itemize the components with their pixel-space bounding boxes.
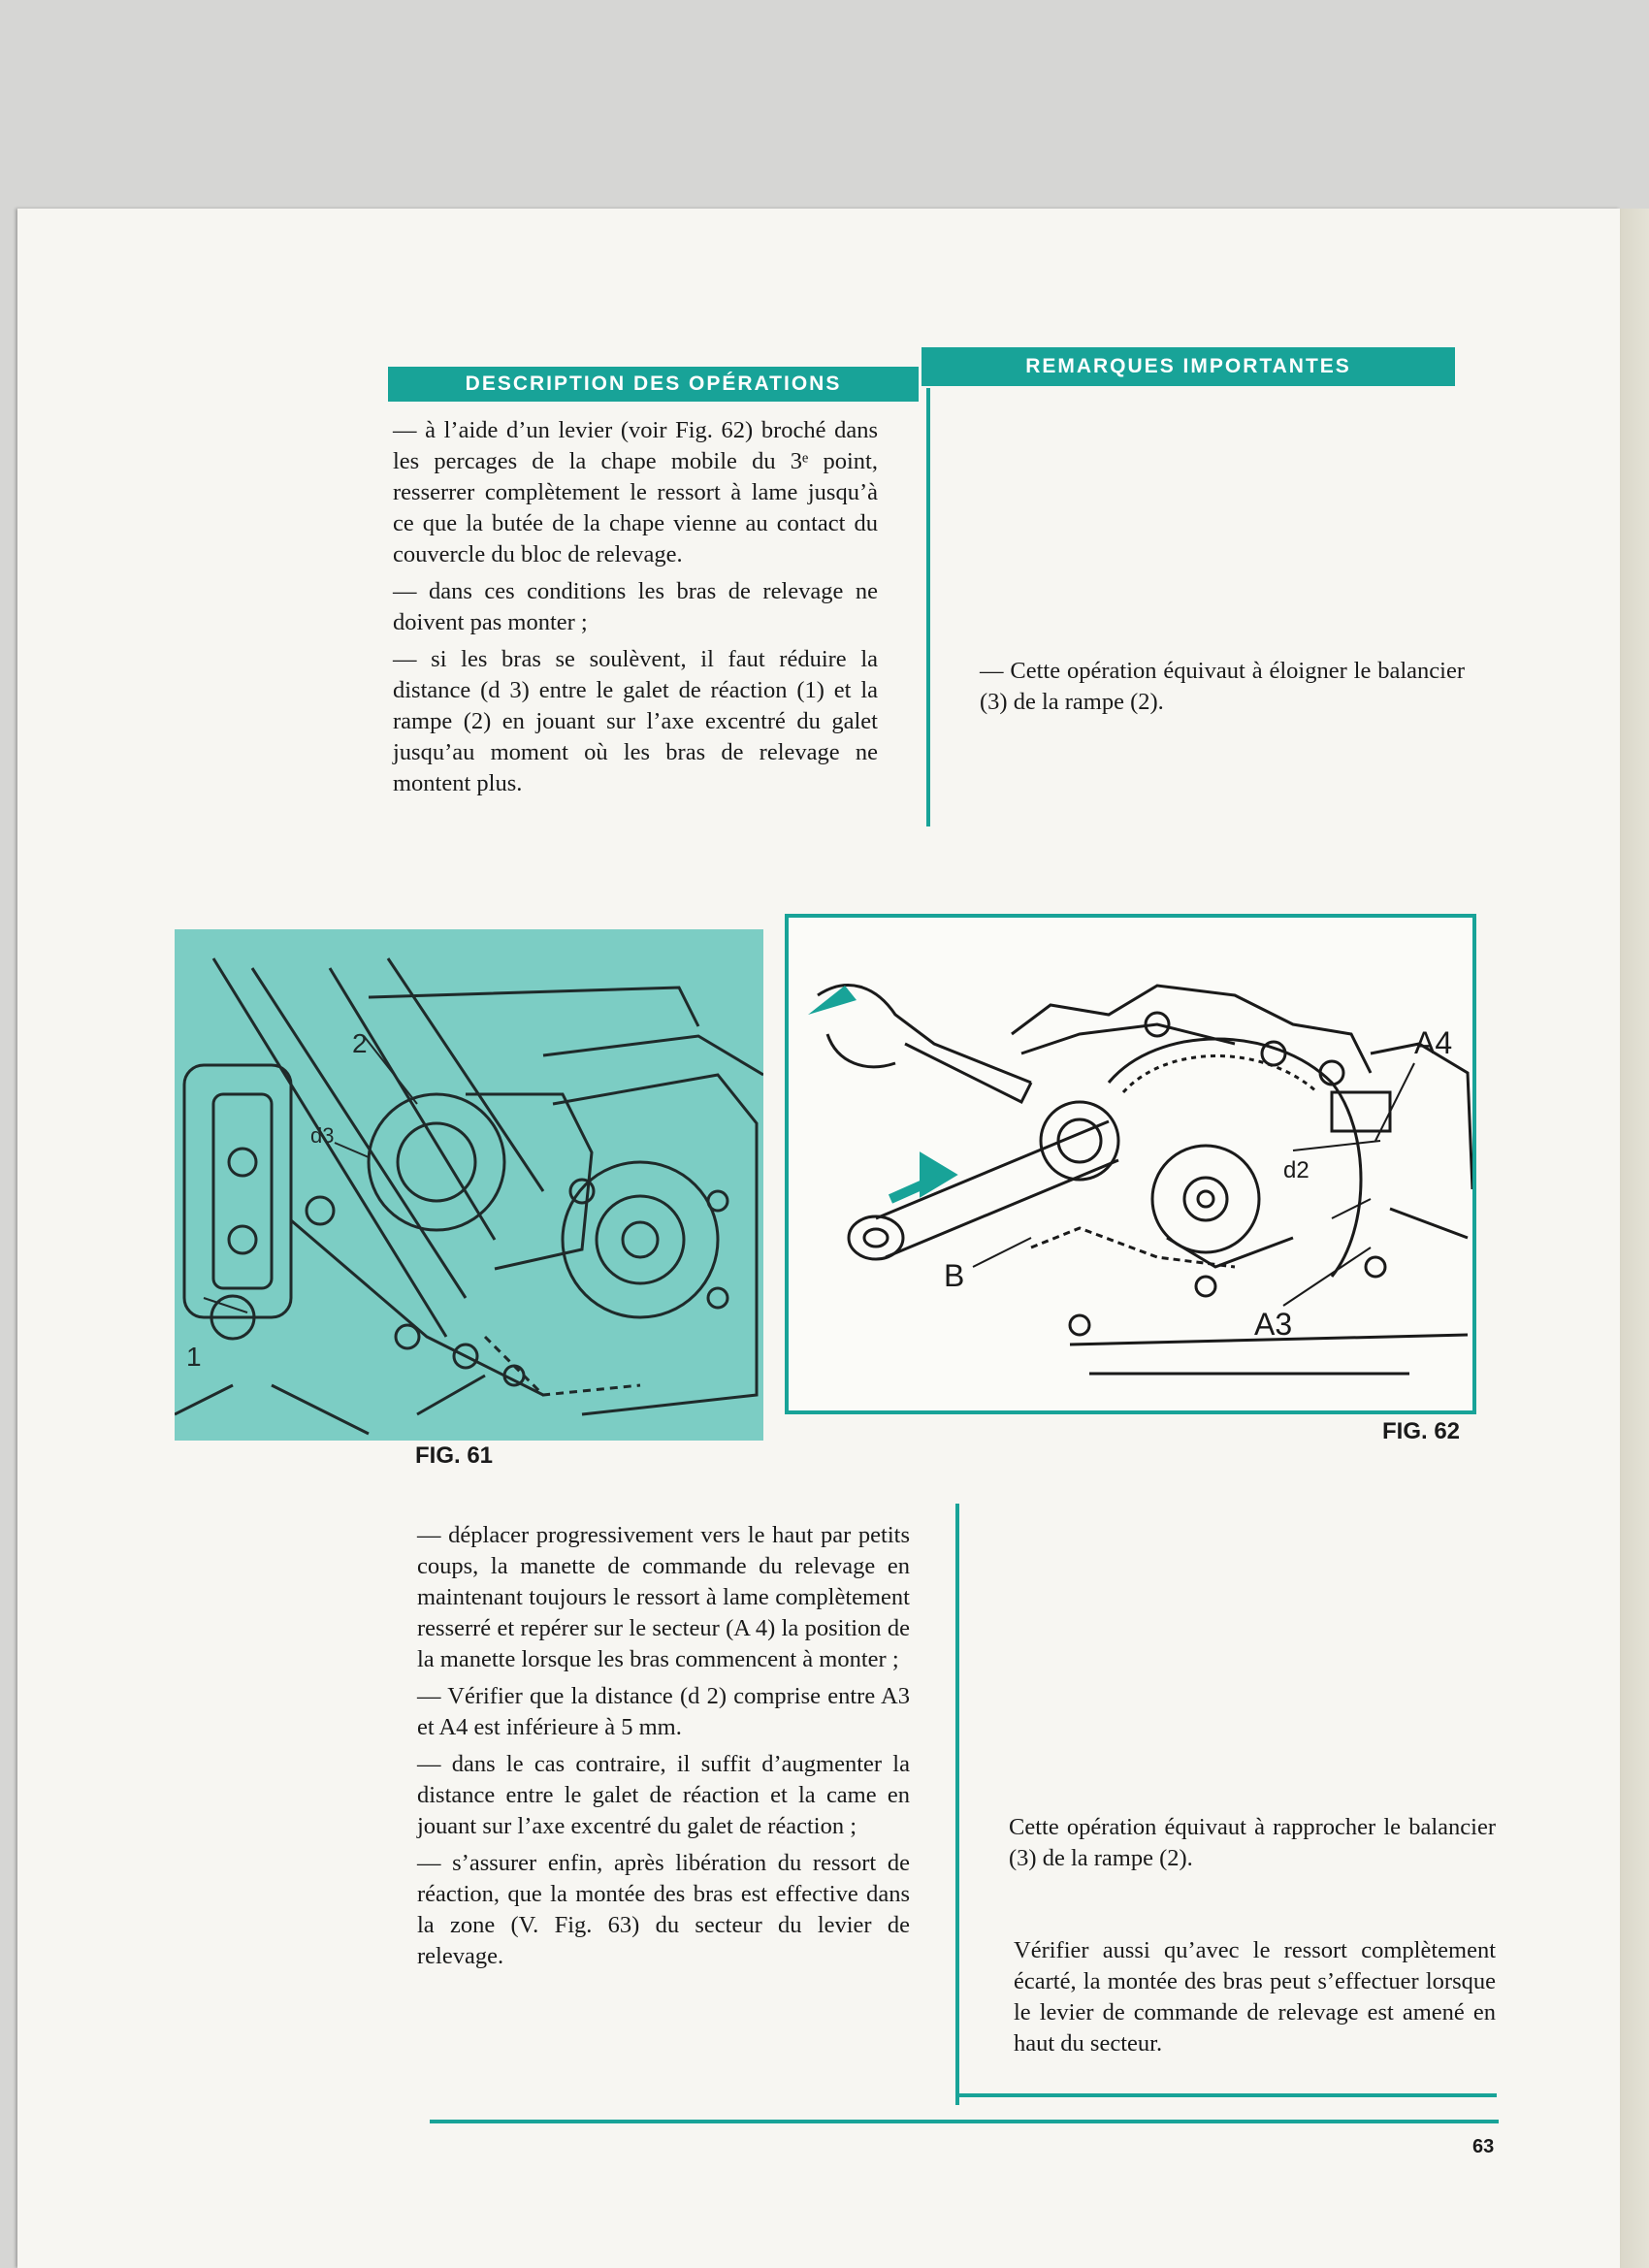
bottom-right-note-2: [1014, 1935, 1496, 2065]
fig62-drawing: [789, 918, 1472, 1410]
fig62-label-A3: A3: [1254, 1307, 1293, 1342]
bottom-rule: [430, 2120, 1499, 2123]
bottom-column-divider: [955, 1504, 959, 2105]
arrow-icon: [808, 986, 857, 1015]
figure-62: [785, 914, 1476, 1414]
fig61-drawing: [175, 929, 763, 1441]
top-right-note: [980, 656, 1465, 724]
figure-61: [175, 929, 763, 1441]
fig62-caption: FIG. 62: [1382, 1418, 1461, 1444]
note: Cette opération équivaut à rapprocher le balancier (3) de la rampe (2).: [1009, 1814, 1496, 1871]
paragraph: — dans ces conditions les bras de relevage ne doivent pas monter ;: [393, 578, 878, 635]
fig62-label-d2: d2: [1283, 1157, 1310, 1183]
fig61-label-1: 1: [186, 1342, 202, 1372]
note: Vérifier aussi qu’avec le ressort complètement écarté, la montée des bras peut s’effectuer lorsque le levier de commande de relevage est amené en haut du secteur.: [1014, 1937, 1496, 2057]
page-number: 63: [1472, 2136, 1495, 2157]
paragraph: — Vérifier que la distance (d 2) comprise entre A3 et A4 est inférieure à 5 mm.: [417, 1683, 910, 1740]
top-column-divider: [926, 388, 930, 826]
fig61-label-d3: d3: [310, 1123, 335, 1148]
top-left-text: [393, 415, 878, 805]
paragraph: — si les bras se soulèvent, il faut réduire la distance (d 3) entre le galet de réaction (1) et la rampe (2) en jouant sur l’axe excentré du galet jusqu’au moment où les bras de relevage ne montent plus.: [393, 646, 878, 796]
paragraph: — s’assurer enfin, après libération du ressort de réaction, que la montée des bras est effective dans la zone (V. Fig. 63) du secteur du levier de relevage.: [417, 1850, 910, 1969]
fig61-caption: FIG. 61: [415, 1442, 494, 1469]
fig62-label-A4: A4: [1414, 1025, 1453, 1060]
note: — Cette opération équivaut à éloigner le balancier (3) de la rampe (2).: [980, 658, 1465, 715]
bottom-right-note-1: [1009, 1812, 1496, 1880]
header-remarques: REMARQUES IMPORTANTES: [922, 347, 1455, 386]
header-description: DESCRIPTION DES OPÉRATIONS: [388, 367, 919, 402]
paragraph: — à l’aide d’un levier (voir Fig. 62) broché dans les percages de la chape mobile du 3ᵉ point, resserrer complètement le ressort à lame jusqu’à ce que la butée de la chape vienne au contact du couvercle du bloc de relevage.: [393, 417, 878, 567]
fig62-label-B: B: [944, 1258, 965, 1293]
paragraph: — déplacer progressivement vers le haut par petits coups, la manette de commande du relevage en maintenant toujours le ressort à lame complètement resserré et repérer sur le secteur (A 4) la position de la manette lorsque les bras commencent à monter ;: [417, 1522, 910, 1672]
bottom-left-text: [417, 1520, 910, 1978]
bottom-rule-right: [955, 2093, 1497, 2097]
fig61-label-2: 2: [352, 1028, 368, 1058]
paragraph: — dans le cas contraire, il suffit d’augmenter la distance entre le galet de réaction et la came en jouant sur l’axe excentré du galet de réaction ;: [417, 1751, 910, 1839]
